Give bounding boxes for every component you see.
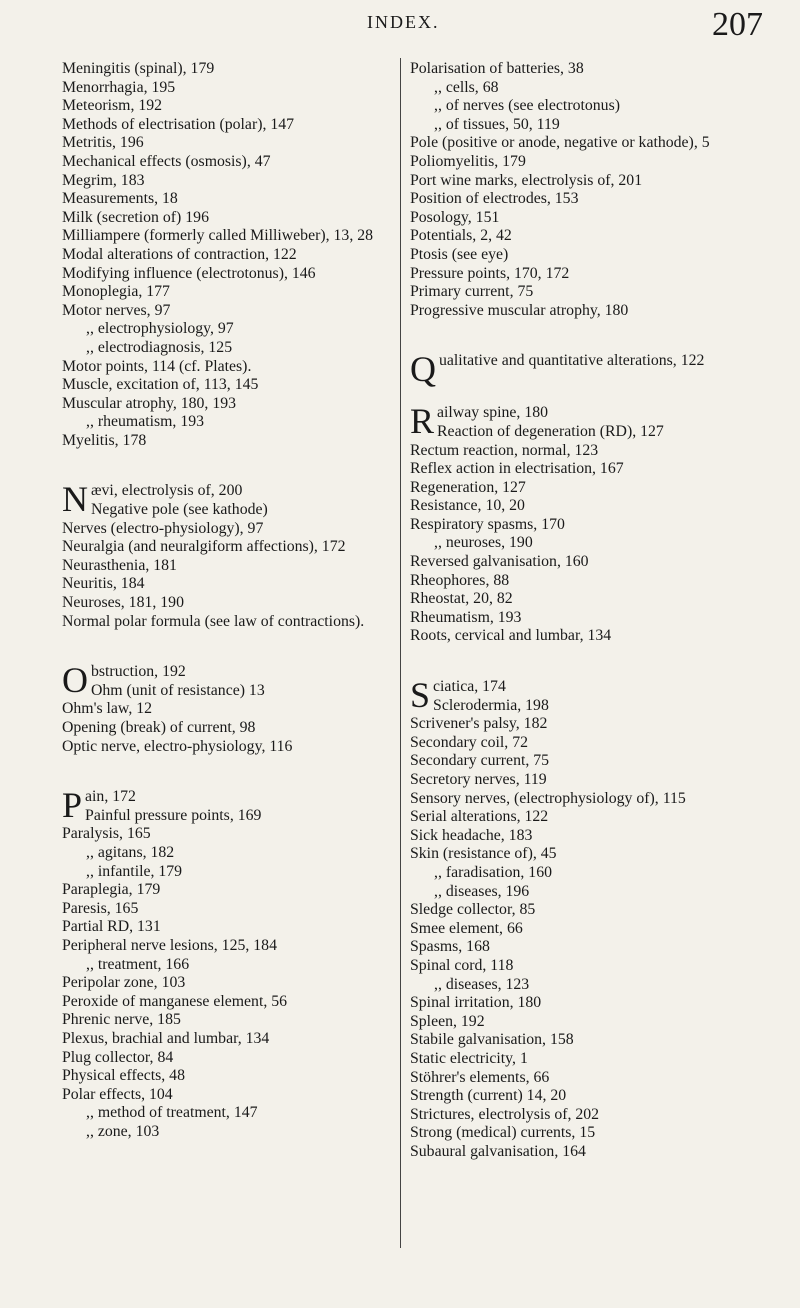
- index-entry: ,, neuroses, 190: [434, 534, 533, 552]
- index-entry: Modifying influence (electrotonus), 146: [62, 264, 316, 282]
- index-entry: Skin (resistance of), 45: [410, 845, 557, 863]
- entry-text: Painful pressure points, 169: [85, 806, 262, 824]
- entry-text: ailway spine, 180: [437, 404, 549, 422]
- left-column: [62, 60, 400, 1141]
- index-entry: Pole (positive or anode, negative or kathode), 5: [410, 134, 710, 152]
- entry-text: ævi, electrolysis of, 200: [91, 482, 243, 500]
- index-entry: Posology, 151: [410, 208, 500, 226]
- index-entry: Sensory nerves, (electrophysiology of), 115: [410, 789, 686, 807]
- index-entry: Physical effects, 48: [62, 1067, 185, 1085]
- section-q: [410, 349, 760, 390]
- index-entry: Polar effects, 104: [62, 1085, 173, 1103]
- index-entry: Neuritis, 184: [62, 575, 145, 593]
- index-entry: Peripolar zone, 103: [62, 974, 186, 992]
- index-entry: Plexus, brachial and lumbar, 134: [62, 1029, 270, 1047]
- index-entry: Reversed galvanisation, 160: [410, 553, 589, 571]
- section-p-continued: [410, 60, 760, 320]
- index-entry: Stöhrer's elements, 66: [410, 1068, 550, 1086]
- section-s: [410, 675, 760, 1161]
- index-entry: Spasms, 168: [410, 938, 490, 956]
- index-entry: ,, of nerves (see electrotonus): [434, 97, 620, 115]
- index-entry: Phrenic nerve, 185: [62, 1011, 181, 1029]
- index-entry: Ptosis (see eye): [410, 245, 509, 263]
- page-title: INDEX.: [367, 12, 440, 32]
- drop-cap: R: [410, 401, 435, 442]
- index-entry: Strictures, electrolysis of, 202: [410, 1105, 600, 1123]
- index-entry: ,, agitans, 182: [86, 843, 175, 861]
- index-entry: ,, rheumatism, 193: [86, 413, 205, 431]
- index-entry: Neuroses, 181, 190: [62, 594, 184, 612]
- entry-text: bstruction, 192: [91, 663, 186, 681]
- index-entry: Nerves (electro-physiology), 97: [62, 519, 264, 537]
- index-entry: Rheostat, 20, 82: [410, 590, 513, 608]
- index-entry: Monoplegia, 177: [62, 283, 170, 301]
- index-entry: Metritis, 196: [62, 134, 144, 152]
- index-entry: Regeneration, 127: [410, 478, 526, 496]
- index-entry: [62, 660, 400, 701]
- index-entry: Meningitis (spinal), 179: [62, 60, 215, 77]
- drop-cap: N: [62, 479, 88, 520]
- index-entry: Plug collector, 84: [62, 1048, 174, 1066]
- entry-text: Ohm (unit of resistance) 13: [91, 681, 265, 699]
- index-entry: Secretory nerves, 119: [410, 771, 547, 788]
- index-entry: Respiratory spasms, 170: [410, 515, 565, 533]
- index-entry: Milk (secretion of) 196: [62, 208, 209, 226]
- index-entry: Muscular atrophy, 180, 193: [62, 394, 237, 412]
- section-m: [62, 60, 400, 450]
- page-header: [0, 6, 800, 52]
- section-o: [62, 660, 400, 756]
- index-entry: Neurasthenia, 181: [62, 556, 177, 574]
- index-entry: Neuralgia (and neuralgiform affections), 172: [62, 538, 346, 556]
- index-entry: Resistance, 10, 20: [410, 497, 525, 515]
- index-entry: Milliampere (formerly called Milliweber), 13, 28: [62, 227, 374, 245]
- index-entry: ,, electrodiagnosis, 125: [86, 338, 233, 356]
- index-entry: Paresis, 165: [62, 899, 139, 917]
- index-entry: Ohm's law, 12: [62, 700, 153, 718]
- index-entry: Static electricity, 1: [410, 1049, 528, 1067]
- column-divider: [400, 58, 401, 1248]
- index-entry: Polarisation of batteries, 38: [410, 60, 584, 77]
- right-column: [410, 60, 760, 1161]
- index-entry: Secondary coil, 72: [410, 733, 529, 751]
- index-entry: Normal polar formula (see law of contractions).: [62, 612, 365, 630]
- index-entry: Paraplegia, 179: [62, 881, 161, 899]
- index-entry: Potentials, 2, 42: [410, 227, 512, 245]
- index-entry: Spinal irritation, 180: [410, 994, 542, 1012]
- index-entry: Stabile galvanisation, 158: [410, 1031, 574, 1049]
- index-entry: Modal alterations of contraction, 122: [62, 245, 297, 263]
- drop-cap: Q: [410, 349, 436, 390]
- index-entry: ,, of tissues, 50, 119: [434, 115, 560, 133]
- index-entry: Opening (break) of current, 98: [62, 719, 256, 736]
- index-entry: ,, infantile, 179: [86, 862, 183, 880]
- entry-text: ualitative and quantitative alterations, 122: [439, 352, 705, 370]
- drop-cap: S: [410, 675, 431, 716]
- index-entry: Port wine marks, electrolysis of, 201: [410, 171, 643, 189]
- index-entry: Subaural galvanisation, 164: [410, 1142, 586, 1160]
- index-entry: Strong (medical) currents, 15: [410, 1124, 596, 1142]
- index-entry: Spleen, 192: [410, 1012, 485, 1030]
- index-entry: Rheumatism, 193: [410, 608, 522, 626]
- index-entry: [410, 349, 760, 390]
- index-entry: Reflex action in electrisation, 167: [410, 460, 624, 478]
- index-entry: Position of electrodes, 153: [410, 190, 579, 208]
- index-entry: Pressure points, 170, 172: [410, 264, 570, 282]
- page-number: 207: [712, 6, 763, 43]
- index-entry: Progressive muscular atrophy, 180: [410, 301, 629, 319]
- index-entry: Poliomyelitis, 179: [410, 152, 526, 170]
- index-entry: Serial alterations, 122: [410, 808, 549, 826]
- index-entry: Megrim, 183: [62, 171, 145, 189]
- index-entry: Meteorism, 192: [62, 97, 163, 115]
- entry-text: Reaction of degeneration (RD), 127: [437, 422, 664, 440]
- index-entry: Peroxide of manganese element, 56: [62, 992, 288, 1010]
- index-entry: Sledge collector, 85: [410, 901, 536, 919]
- index-entry: Rheophores, 88: [410, 571, 510, 589]
- index-entry: ,, diseases, 196: [434, 882, 530, 900]
- index-entry: Spinal cord, 118: [410, 956, 514, 974]
- index-entry: Strength (current) 14, 20: [410, 1087, 567, 1105]
- entry-text: ciatica, 174: [433, 678, 506, 696]
- section-r: [410, 401, 760, 646]
- index-entry: Primary current, 75: [410, 283, 534, 301]
- index-entry: ,, zone, 103: [86, 1122, 160, 1140]
- drop-cap: O: [62, 660, 88, 701]
- index-entry: Peripheral nerve lesions, 125, 184: [62, 936, 277, 954]
- index-entry: ,, method of treatment, 147: [86, 1104, 258, 1122]
- index-entry: Secondary current, 75: [410, 752, 550, 770]
- index-entry: Roots, cervical and lumbar, 134: [410, 627, 612, 645]
- section-p: [62, 785, 400, 1141]
- index-entry: Muscle, excitation of, 113, 145: [62, 376, 259, 394]
- index-entry: ,, electrophysiology, 97: [86, 320, 234, 338]
- index-entry: [410, 675, 760, 716]
- index-entry: ,, diseases, 123: [434, 975, 530, 993]
- index-entry: Optic nerve, electro-physiology, 116: [62, 737, 293, 755]
- index-entry: Menorrhagia, 195: [62, 78, 176, 96]
- entry-text: Sclerodermia, 198: [433, 696, 549, 714]
- index-entry: ,, faradisation, 160: [434, 863, 553, 881]
- index-entry: Mechanical effects (osmosis), 47: [62, 152, 271, 170]
- index-entry: Measurements, 18: [62, 190, 178, 208]
- index-entry: Paralysis, 165: [62, 825, 151, 843]
- index-entry: [410, 401, 760, 442]
- index-entry: Sick headache, 183: [410, 826, 533, 844]
- index-entry: Myelitis, 178: [62, 431, 147, 449]
- index-entry: ,, cells, 68: [434, 78, 499, 96]
- index-entry: ,, treatment, 166: [86, 955, 190, 973]
- index-entry: Smee element, 66: [410, 919, 523, 937]
- entry-text: Negative pole (see kathode): [91, 501, 268, 519]
- index-entry: Methods of electrisation (polar), 147: [62, 115, 295, 133]
- index-entry: [62, 479, 400, 520]
- entry-text: ain, 172: [85, 788, 136, 806]
- section-n: [62, 479, 400, 631]
- index-entry: [62, 785, 400, 826]
- index-entry: Motor nerves, 97: [62, 301, 171, 319]
- index-entry: Partial RD, 131: [62, 918, 161, 936]
- index-entry: Motor points, 114 (cf. Plates).: [62, 357, 252, 375]
- index-entry: Rectum reaction, normal, 123: [410, 441, 599, 459]
- index-entry: Scrivener's palsy, 182: [410, 715, 548, 733]
- drop-cap: P: [62, 785, 83, 826]
